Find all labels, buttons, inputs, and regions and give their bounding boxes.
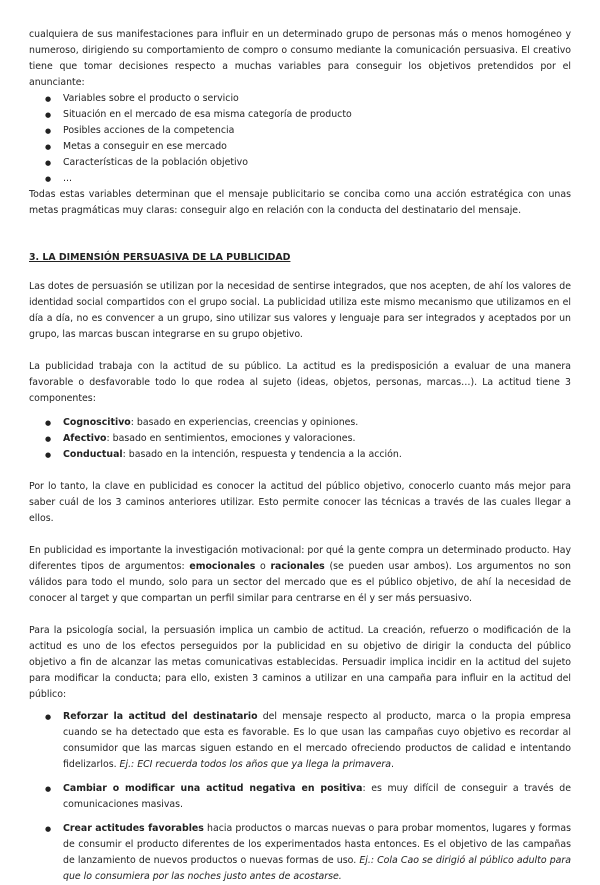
list-item: ● Variables sobre el producto o servicio xyxy=(29,91,571,107)
section-heading: 3. LA DIMENSIÓN PERSUASIVA DE LA PUBLICIDAD xyxy=(29,252,291,263)
paragraph: En publicidad es importante la investigación motivacional: por qué la gente compra un determinado producto. Hay diferentes tipos de argumentos: emocionales o racionales (se pueden usar ambos). Los argumentos no son válidos para todo el mundo, solo para un sector del mercado que es el público objetivo, de ahí la necesidad de conocer al target y que compartan un perfil similar para centrarse en él y ser más persuasivo. xyxy=(29,545,571,604)
intro-paragraph: cualquiera de sus manifestaciones para influir en un determinado grupo de personas más o menos homogéneo y numeroso, dirigiendo su comportamiento de compro o consumo mediante la comunicación persuasiva. El creativo tiene que tomar decisiones respecto a muchas variables para conseguir los objetivos pretendidos por el anunciante: xyxy=(29,29,571,88)
list-item: ● Características de la población objetivo xyxy=(29,155,571,171)
list-item: ● Cognoscitivo: basado en experiencias, creencias y opiniones. xyxy=(29,415,571,431)
list-item: ● Reforzar la actitud del destinatario del mensaje respecto al producto, marca o la propia empresa cuando se ha detectado que esta es favorable. Es lo que usan las campañas cuyo objetivo es recordar al consumidor que las marcas siguen estando en el mercado ofreciendo productos de calidad e intentando fidelizarlos. Ej.: ECI recuerda todos los años que ya llega la primavera. xyxy=(29,709,571,773)
list-item: ● Situación en el mercado de esa misma categoría de producto xyxy=(29,107,571,123)
list-item: ● Crear actitudes favorables hacia productos o marcas nuevas o para probar momentos, lugares y formas de consumir el producto diferentes de los experimentados hasta entonces. Es el objetivo de las campañas de lanzamiento de nuevos productos o nuevas formas de uso. Ej.: Cola Cao se dirigió al público adulto para que lo consumiera por las noches justo antes de acostarse. xyxy=(29,821,571,885)
list-item: ● Cambiar o modificar una actitud negativa en positiva: es muy difícil de conseguir a través de comunicaciones masivas. xyxy=(29,781,571,813)
variables-list xyxy=(29,91,571,187)
list-item: ● ... xyxy=(29,171,571,187)
list-item: ● Posibles acciones de la competencia xyxy=(29,123,571,139)
persuasion-paths-list xyxy=(29,709,571,885)
intro-conclusion: Todas estas variables determinan que el mensaje publicitario se conciba como una acción estratégica con unas metas pragmáticas muy claras: conseguir algo en relación con la conducta del destinatario del mensaje. xyxy=(29,189,571,216)
paragraph: Para la psicología social, la persuasión implica un cambio de actitud. La creación, refuerzo o modificación de la actitud es uno de los efectos perseguidos por la publicidad en su objetivo de dirigir la conducta del público objetivo a fin de alcanzar las metas comunicativas establecidas. Persuadir implica incidir en la actitud del sujeto para modificar la conducta; para ello, existen 3 caminos a utilizar en una campaña para influir en la actitud del público: xyxy=(29,625,571,700)
paragraph: Por lo tanto, la clave en publicidad es conocer la actitud del público objetivo, conocerlo cuanto más mejor para saber cuál de los 3 caminos anteriores utilizar. Esto permite conocer las técnicas a través de las cuales llegar a ellos. xyxy=(29,481,571,524)
list-item: ● Conductual: basado en la intención, respuesta y tendencia a la acción. xyxy=(29,447,571,463)
list-item: ● Afectivo: basado en sentimientos, emociones y valoraciones. xyxy=(29,431,571,447)
list-item: ● Metas a conseguir en ese mercado xyxy=(29,139,571,155)
paragraph: La publicidad trabaja con la actitud de su público. La actitud es la predisposición a evaluar de una manera favorable o desfavorable todo lo que rodea al sujeto (ideas, objetos, personas, marcas…). La actitud tiene 3 componentes: xyxy=(29,361,571,404)
components-list xyxy=(29,415,571,463)
paragraph: Las dotes de persuasión se utilizan por la necesidad de sentirse integrados, que nos acepten, de ahí los valores de identidad social compartidos con el grupo social. La publicidad utiliza este mismo mecanismo que utilizamos en el día a día, no es convencer a un grupo, sino utilizar sus valores y lenguaje para ser integrados y aceptados por un grupo, las marcas buscan integrarse en su grupo objetivo. xyxy=(29,281,571,340)
